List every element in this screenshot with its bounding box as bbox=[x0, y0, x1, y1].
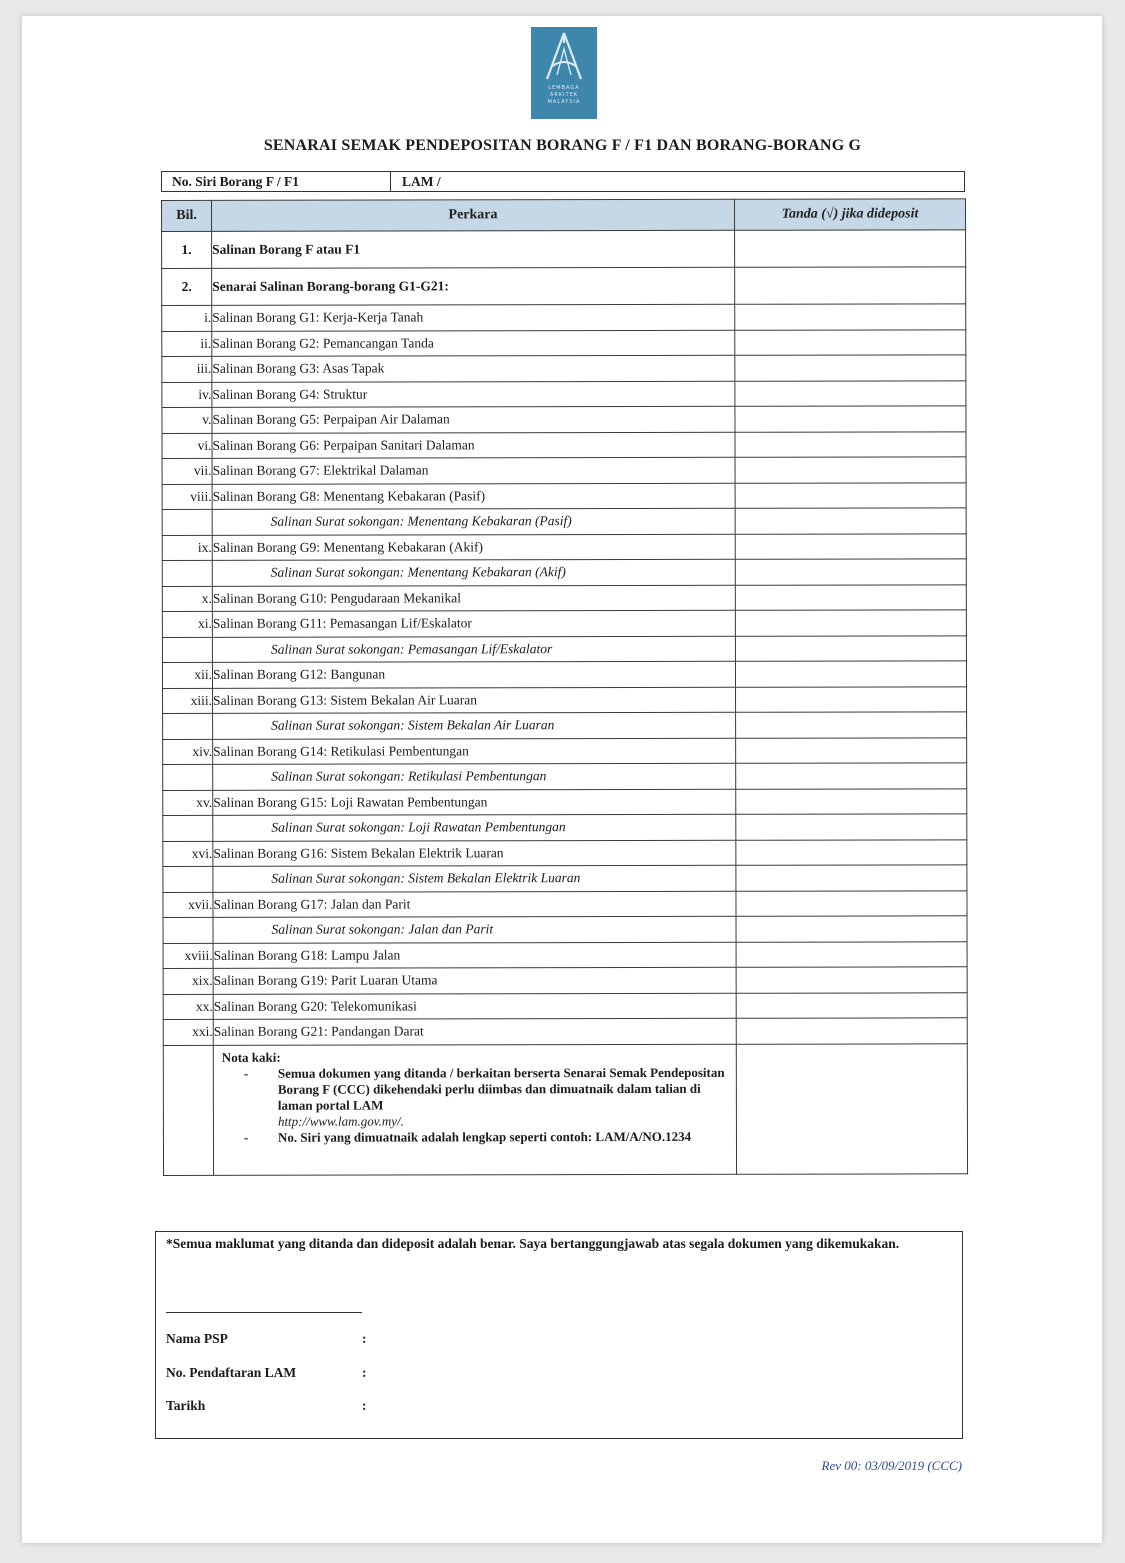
row-check-cell[interactable] bbox=[735, 230, 966, 267]
checklist-row bbox=[162, 380, 966, 407]
row-item: Salinan Borang G18: Lampu Jalan bbox=[213, 942, 736, 969]
field-label: No. Pendaftaran LAM bbox=[166, 1365, 297, 1380]
checklist-row bbox=[162, 482, 966, 509]
row-check-cell[interactable] bbox=[735, 457, 966, 483]
row-check-cell[interactable] bbox=[736, 967, 967, 993]
row-check-cell[interactable] bbox=[736, 686, 967, 712]
document-title: SENARAI SEMAK PENDEPOSITAN BORANG F / F1 DAN BORANG-BORANG G bbox=[263, 137, 862, 154]
row-check-cell[interactable] bbox=[735, 533, 966, 559]
row-item: Salinan Borang F atau F1 bbox=[212, 230, 735, 268]
row-item: Salinan Surat sokongan: Sistem Bekalan Elektrik Luaran bbox=[213, 865, 736, 892]
checklist-row bbox=[162, 406, 966, 433]
field-label: Tarikh bbox=[166, 1398, 206, 1413]
row-check-cell[interactable] bbox=[736, 814, 967, 840]
row-check-cell[interactable] bbox=[735, 355, 966, 381]
row-number: i. bbox=[162, 305, 212, 331]
row-item: Salinan Borang G10: Pengudaraan Mekanikal bbox=[212, 585, 735, 612]
row-number bbox=[163, 917, 213, 943]
logo-line: ARKITEK bbox=[549, 92, 579, 98]
row-number: xii. bbox=[162, 662, 212, 688]
header-perkara: Perkara bbox=[212, 199, 735, 231]
row-number: xviii. bbox=[163, 943, 213, 969]
row-check-cell[interactable] bbox=[736, 992, 967, 1018]
checklist-row bbox=[162, 304, 966, 331]
row-check-cell[interactable] bbox=[736, 916, 967, 942]
row-item: Salinan Borang G15: Loji Rawatan Pembentungan bbox=[213, 789, 736, 816]
row-check-cell[interactable] bbox=[736, 890, 967, 916]
checklist-row bbox=[163, 1018, 967, 1045]
row-item: Salinan Surat sokongan: Menentang Kebakaran (Pasif) bbox=[212, 508, 735, 535]
row-number: vi. bbox=[162, 433, 212, 459]
row-number: ix. bbox=[162, 535, 212, 561]
row-item: Salinan Borang G14: Retikulasi Pembentungan bbox=[213, 738, 736, 765]
row-check-cell[interactable] bbox=[736, 839, 967, 865]
row-item: Salinan Surat sokongan: Sistem Bekalan Air Luaran bbox=[213, 712, 736, 739]
serial-label: No. Siri Borang F / F1 bbox=[172, 174, 299, 189]
row-number bbox=[163, 764, 213, 790]
row-item: Salinan Borang G19: Parit Luaran Utama bbox=[213, 967, 736, 994]
serial-divider bbox=[390, 172, 391, 191]
checklist-row bbox=[163, 992, 967, 1019]
row-number bbox=[163, 815, 213, 841]
checklist-sub-row bbox=[163, 916, 967, 943]
row-check-cell[interactable] bbox=[736, 941, 967, 967]
checklist-row bbox=[163, 788, 967, 815]
checklist-row bbox=[162, 584, 966, 611]
footnote-row bbox=[163, 1043, 967, 1175]
footnote-text: No. Siri yang dimuatnaik adalah lengkap seperti contoh: LAM/A/NO.1234 bbox=[277, 1128, 692, 1145]
row-number: xx. bbox=[163, 994, 213, 1020]
lam-logo bbox=[531, 27, 597, 119]
checklist-row bbox=[162, 533, 966, 560]
checklist-sub-row bbox=[163, 865, 967, 892]
row-item: Salinan Borang G1: Kerja-Kerja Tanah bbox=[212, 304, 735, 331]
row-item: Salinan Borang G11: Pemasangan Lif/Eskalator bbox=[212, 610, 735, 637]
row-number: v. bbox=[162, 407, 212, 433]
logo-line: MALAYSIA bbox=[547, 99, 581, 105]
checklist-sub-row bbox=[162, 635, 966, 662]
row-check-cell[interactable] bbox=[735, 329, 966, 355]
checklist-row bbox=[162, 431, 966, 458]
checklist-row bbox=[163, 941, 967, 968]
row-item: Salinan Borang G2: Pemancangan Tanda bbox=[212, 330, 735, 357]
row-item: Salinan Borang G9: Menentang Kebakaran (Akif) bbox=[212, 534, 735, 561]
checklist-sub-row bbox=[162, 559, 966, 586]
row-item: Salinan Borang G3: Asas Tapak bbox=[212, 355, 735, 382]
row-number: xxi. bbox=[163, 1019, 213, 1045]
row-check-cell[interactable] bbox=[736, 712, 967, 738]
row-number: iv. bbox=[162, 382, 212, 408]
row-number bbox=[162, 509, 212, 535]
row-number: xvii. bbox=[163, 892, 213, 918]
row-item: Salinan Borang G6: Perpaipan Sanitari Dalaman bbox=[212, 432, 735, 459]
field-label: Nama PSP bbox=[166, 1331, 228, 1346]
table-header-row bbox=[162, 199, 966, 232]
row-check-cell[interactable] bbox=[735, 304, 966, 330]
row-check-cell[interactable] bbox=[735, 610, 966, 636]
row-check-cell[interactable] bbox=[735, 431, 966, 457]
row-check-cell[interactable] bbox=[736, 788, 967, 814]
checklist-row bbox=[163, 967, 967, 994]
checklist-row bbox=[163, 839, 967, 866]
row-check-cell[interactable] bbox=[736, 763, 967, 789]
checklist-row bbox=[162, 267, 966, 306]
row-check-cell[interactable] bbox=[735, 635, 966, 661]
checklist-row bbox=[163, 686, 967, 713]
checklist-sub-row bbox=[162, 508, 966, 535]
row-check-cell[interactable] bbox=[735, 406, 966, 432]
checklist-table bbox=[161, 198, 968, 1175]
declaration-box bbox=[155, 1231, 963, 1439]
footnote-item bbox=[214, 1128, 730, 1145]
row-item: Salinan Borang G17: Jalan dan Parit bbox=[213, 891, 736, 918]
row-check-cell[interactable] bbox=[735, 559, 966, 585]
row-number bbox=[162, 637, 212, 663]
row-number: xv. bbox=[163, 790, 213, 816]
header-tanda: Tanda (√) jika dideposit bbox=[734, 199, 965, 230]
row-item: Salinan Borang G16: Sistem Bekalan Elektrik Luaran bbox=[213, 840, 736, 867]
row-number: xi. bbox=[162, 611, 212, 637]
footnote-text: Semua dokumen yang ditanda / berkaitan berserta Senarai Semak Pendepositan Borang F (CCC) dikehendaki perlu diimbas dan dimuatnaik dalam talian di laman portal LAM bbox=[277, 1064, 725, 1113]
row-item: Salinan Surat sokongan: Loji Rawatan Pembentungan bbox=[213, 814, 736, 841]
row-number: ii. bbox=[162, 331, 212, 357]
row-number: xix. bbox=[163, 968, 213, 994]
checklist-row bbox=[162, 329, 966, 356]
dash-bullet: - bbox=[243, 1129, 249, 1145]
row-item: Salinan Borang G20: Telekomunikasi bbox=[213, 993, 736, 1020]
row-item: Salinan Borang G8: Menentang Kebakaran (Pasif) bbox=[212, 483, 735, 510]
row-number: viii. bbox=[162, 484, 212, 510]
field-colon: : bbox=[362, 1331, 367, 1346]
row-check-cell[interactable] bbox=[736, 1018, 967, 1044]
row-check-cell[interactable] bbox=[735, 508, 966, 534]
field-colon: : bbox=[362, 1398, 367, 1413]
row-check-cell[interactable] bbox=[736, 737, 967, 763]
row-item: Salinan Borang G4: Struktur bbox=[212, 381, 735, 408]
checklist-sub-row bbox=[163, 763, 967, 790]
dash-bullet: - bbox=[243, 1065, 249, 1081]
footnote-heading: Nota kaki: bbox=[221, 1049, 281, 1065]
footnote-check-cell[interactable] bbox=[736, 1043, 967, 1173]
checklist-row bbox=[162, 661, 966, 688]
row-number: 1. bbox=[162, 231, 212, 268]
checklist-row bbox=[163, 737, 967, 764]
row-number: vii. bbox=[162, 458, 212, 484]
logo-line: LEMBAGA bbox=[548, 85, 580, 91]
checklist-sub-row bbox=[163, 814, 967, 841]
row-number: xvi. bbox=[163, 841, 213, 867]
checklist-row bbox=[162, 355, 966, 382]
row-number bbox=[163, 866, 213, 892]
row-item: Salinan Borang G5: Perpaipan Air Dalaman bbox=[212, 406, 735, 433]
row-check-cell[interactable] bbox=[735, 267, 966, 304]
row-number: 2. bbox=[162, 268, 212, 305]
footnote-item bbox=[214, 1064, 730, 1129]
footnote-cell bbox=[213, 1044, 736, 1175]
row-item: Salinan Surat sokongan: Menentang Kebakaran (Akif) bbox=[212, 559, 735, 586]
checklist-row bbox=[162, 457, 966, 484]
field-colon: : bbox=[362, 1365, 367, 1380]
row-check-cell[interactable] bbox=[735, 584, 966, 610]
row-check-cell[interactable] bbox=[735, 380, 966, 406]
row-number bbox=[162, 560, 212, 586]
logo-text bbox=[531, 85, 597, 106]
row-item: Salinan Surat sokongan: Pemasangan Lif/Eskalator bbox=[212, 636, 735, 663]
footnotes bbox=[214, 1044, 736, 1151]
serial-value-field[interactable]: LAM / bbox=[402, 174, 441, 189]
footnote-num-cell bbox=[163, 1045, 213, 1175]
row-item: Salinan Borang G21: Pandangan Darat bbox=[213, 1018, 736, 1045]
checklist-row bbox=[162, 610, 966, 637]
footnote-list bbox=[214, 1064, 730, 1145]
lam-logo-mark-icon bbox=[539, 29, 589, 85]
row-check-cell[interactable] bbox=[736, 865, 967, 891]
checklist-row bbox=[163, 890, 967, 917]
row-item: Salinan Surat sokongan: Retikulasi Pembentungan bbox=[213, 763, 736, 790]
row-item: Salinan Surat sokongan: Jalan dan Parit bbox=[213, 916, 736, 943]
portal-link[interactable]: http://www.lam.gov.my/. bbox=[277, 1112, 404, 1129]
row-number bbox=[163, 713, 213, 739]
header-bil: Bil. bbox=[162, 200, 212, 231]
row-item: Salinan Borang G12: Bangunan bbox=[212, 661, 735, 688]
row-item: Salinan Borang G7: Elektrikal Dalaman bbox=[212, 457, 735, 484]
serial-number-box bbox=[161, 171, 965, 192]
signature-line[interactable] bbox=[166, 1312, 362, 1313]
row-number: xiii. bbox=[163, 688, 213, 714]
row-number: iii. bbox=[162, 356, 212, 382]
checklist-sub-row bbox=[163, 712, 967, 739]
row-number: x. bbox=[162, 586, 212, 612]
row-item: Salinan Borang G13: Sistem Bekalan Air Luaran bbox=[213, 687, 736, 714]
row-check-cell[interactable] bbox=[735, 661, 966, 687]
row-number: xiv. bbox=[163, 739, 213, 765]
row-item: Senarai Salinan Borang-borang G1-G21: bbox=[212, 267, 735, 305]
row-check-cell[interactable] bbox=[735, 482, 966, 508]
checklist-row bbox=[162, 230, 966, 269]
checklist-body bbox=[162, 230, 968, 1045]
declaration-statement: *Semua maklumat yang ditanda dan dideposit adalah benar. Saya bertanggungjawab atas segala dokumen yang dikemukakan. bbox=[166, 1236, 900, 1251]
revision-label: Rev 00: 03/09/2019 (CCC) bbox=[821, 1458, 962, 1473]
